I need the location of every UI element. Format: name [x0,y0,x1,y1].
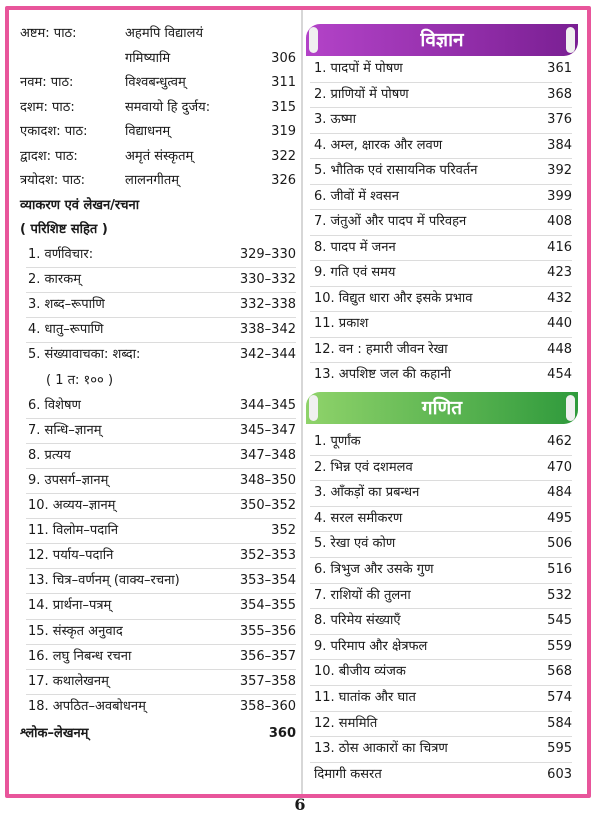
page-ref: 342–344 [239,347,296,363]
page-ref: 322 [271,148,296,164]
page-ref: 423 [547,265,572,280]
page-ref: 326 [271,173,296,188]
page-ref: 319 [271,124,296,139]
lesson-row [20,145,296,169]
grammar-item [20,620,296,644]
page-ref: 532 [547,587,572,603]
math-item [306,686,572,710]
item-label: 7. जंतुओं और पादप में परिवहन [314,214,467,229]
page-ref: 358–360 [239,698,296,714]
item-label: 12. वन : हमारी जीवन रेखा [314,341,448,357]
item-label: 9. उपसर्ग–ज्ञानम् [28,472,109,488]
item-label: 12. पर्याय–पदानि [28,548,114,564]
page-ref: 356–357 [239,648,296,664]
math-item [306,481,572,505]
grammar-item [20,670,296,694]
science-item [306,134,572,158]
grammar-item [20,594,296,618]
item-label: 8. प्रत्यय [28,447,71,463]
page-ref: 361 [547,61,572,76]
science-item [306,57,572,81]
item-label: 5. भौतिक एवं रासायनिक परिवर्तन [314,163,478,178]
science-item [306,363,572,387]
math-item [306,763,572,787]
final-label: श्लोक–लेखनम् [20,725,89,741]
page-ref: 353–354 [239,573,296,589]
page-ref: 584 [547,715,572,731]
item-label: 11. विलोम–पदानि [28,523,119,539]
page-ref: 350–352 [239,498,296,513]
grammar-item [20,343,296,367]
lesson-title: लालनगीतम् [125,173,180,188]
grammar-item [20,569,296,593]
lesson-row [20,169,296,193]
item-label: 12. सममिति [314,715,378,731]
item-label: 2. कारकम् [28,272,81,288]
grammar-item [20,544,296,568]
science-item [306,83,572,107]
page-ref: 559 [547,638,572,654]
lesson-number: नवम: पाठ: [20,75,74,90]
math-item [306,430,572,454]
right-column [306,22,578,792]
lesson-row [20,22,296,46]
page-ref: 368 [547,86,572,102]
page-ref: 545 [547,613,572,629]
page-ref: 306 [271,50,296,66]
science-item [306,338,572,362]
page-ref: 399 [547,188,572,204]
item-label: 4. सरल समीकरण [314,510,403,526]
item-label: 7. राशियों की तुलना [314,587,411,603]
page-ref: 352 [271,523,296,539]
page-ref: 568 [547,664,572,680]
grammar-item [20,444,296,468]
lesson-number: एकादश: पाठ: [20,124,88,139]
left-column [20,22,296,792]
item-label: 1. पूर्णांक [314,434,361,449]
item-label: 11. प्रकाश [314,316,369,331]
lesson-row [20,96,296,120]
page-ref: 595 [547,741,572,757]
item-label: 6. त्रिभुज और उसके गुण [314,562,434,577]
math-item [306,558,572,582]
grammar-item [20,369,296,393]
column-divider [301,10,303,794]
item-label: 4. अम्ल, क्षारक और लवण [314,137,443,153]
page-ref: 448 [547,341,572,357]
item-label: 3. शब्द–रूपाणि [28,297,105,313]
item-label: 17. कथालेखनम् [28,673,109,689]
page-ref: 332–338 [239,297,296,313]
science-item [306,312,572,336]
item-label: 10. बीजीय व्यंजक [314,664,406,680]
item-label: 14. प्रार्थना–पत्रम् [28,598,112,614]
lesson-number: द्वादश: पाठ: [20,148,78,164]
math-item [306,660,572,684]
science-item [306,159,572,183]
page-ref: 408 [547,214,572,229]
math-banner [306,392,578,424]
grammar-item [20,695,296,719]
page-ref: 352–353 [239,548,296,564]
item-label: 9. गति एवं समय [314,265,396,280]
math-item [306,635,572,659]
page-ref: 355–356 [239,623,296,639]
page-ref: 484 [547,485,572,501]
page-ref: 344–345 [239,397,296,413]
science-item [306,236,572,260]
lesson-number: त्रयोदश: पाठ: [20,173,86,188]
page-ref: 348–350 [239,472,296,488]
item-label: 3. ऊष्मा [314,112,356,127]
lesson-row [20,120,296,144]
science-title: विज्ञान [420,29,464,51]
item-label: दिमागी कसरत [314,766,382,782]
page-ref: 384 [547,137,572,153]
lesson-number: अष्टम: पाठ: [20,26,77,41]
page-ref: 345–347 [239,422,296,438]
page-ref: 416 [547,239,572,255]
page-ref: 495 [547,510,572,526]
math-item [306,712,572,736]
science-item [306,287,572,311]
math-item [306,609,572,633]
math-item [306,584,572,608]
science-item [306,185,572,209]
lesson-title: गमिष्यामि [125,50,171,66]
item-label: 8. परिमेय संख्याएँ [314,613,401,629]
lesson-title: अमृतं संस्कृतम् [125,148,194,164]
item-label: 3. आँकड़ों का प्रबन्धन [314,485,420,501]
item-label: 1. वर्णविचार: [28,247,94,262]
grammar-item [20,645,296,669]
page-ref: 506 [547,536,572,552]
page-ref: 311 [271,75,296,90]
math-item [306,737,572,761]
science-item [306,261,572,285]
item-label: 13. ठोस आकारों का चित्रण [314,741,448,757]
grammar-subheading: ( परिशिष्ट सहित ) [20,222,108,237]
page-ref: 357–358 [239,673,296,689]
page-ref: 330–332 [239,272,296,288]
item-label: 5. रेखा एवं कोण [314,536,396,552]
grammar-item [20,268,296,292]
grammar-item [20,293,296,317]
lesson-title: विश्वबन्धुत्वम् [125,75,186,90]
lesson-title: अहमपि विद्यालयं [125,26,203,41]
item-label: 11. घातांक और घात [314,690,416,705]
grammar-item [20,394,296,418]
page-ref: 338–342 [239,322,296,338]
grammar-item [20,318,296,342]
page-ref: 329–330 [239,247,296,262]
page-ref: 516 [547,562,572,577]
page-ref: 462 [547,434,572,449]
page-ref: 360 [268,725,296,741]
item-label: 2. प्राणियों में पोषण [314,86,409,102]
page-ref: 574 [547,690,572,705]
math-item [306,456,572,480]
item-label: 8. पादप में जनन [314,239,396,255]
item-label: 2. भिन्न एवं दशमलव [314,459,413,475]
science-banner [306,24,578,56]
item-label: 18. अपठित–अवबोधनम् [28,698,146,714]
page-ref: 347–348 [239,447,296,463]
science-item [306,210,572,234]
lesson-title: विद्याधनम् [125,124,171,139]
item-label: 10. अव्यय–ज्ञानम् [28,498,116,513]
lesson-title: समवायो हि दुर्जय: [125,99,211,115]
science-item [306,108,572,132]
item-label: 4. धातु–रूपाणि [28,322,104,338]
page-ref: 432 [547,290,572,306]
item-label: 15. संस्कृत अनुवाद [28,623,123,639]
lesson-number: दशम: पाठ: [20,99,75,115]
page-number: 6 [294,795,306,814]
page-ref: 376 [547,112,572,127]
lesson-row [20,71,296,95]
grammar-item [20,243,296,267]
item-label: 7. सन्धि–ज्ञानम् [28,422,102,438]
page-ref: 392 [547,163,572,178]
page-ref: 315 [271,99,296,115]
grammar-item [20,494,296,518]
grammar-heading: व्याकरण एवं लेखन/रचना [20,197,140,213]
grammar-item [20,519,296,543]
final-row [20,722,296,746]
math-item [306,532,572,556]
grammar-item [20,469,296,493]
math-item [306,507,572,531]
page-ref: 470 [547,459,572,475]
item-label: 13. अपशिष्ट जल की कहानी [314,367,451,382]
item-label: 9. परिमाप और क्षेत्रफल [314,638,428,654]
item-label: ( 1 त: १०० ) [46,372,114,388]
math-title: गणित [421,397,463,419]
grammar-item [20,419,296,443]
page-ref: 440 [547,316,572,331]
item-label: 13. चित्र–वर्णनम् (वाक्य–रचना) [28,573,180,589]
item-label: 5. संख्यावाचका: शब्दा: [28,347,141,363]
item-label: 6. विशेषण [28,397,81,413]
page-ref: 454 [547,367,572,382]
item-label: 6. जीवों में श्वसन [314,188,399,204]
item-label: 16. लघु निबन्ध रचना [28,648,132,664]
item-label: 1. पादपों में पोषण [314,61,403,76]
page-ref: 354–355 [239,598,296,614]
lesson-row [20,47,296,71]
item-label: 10. विद्युत धारा और इसके प्रभाव [314,290,473,306]
page-ref: 603 [547,766,572,782]
